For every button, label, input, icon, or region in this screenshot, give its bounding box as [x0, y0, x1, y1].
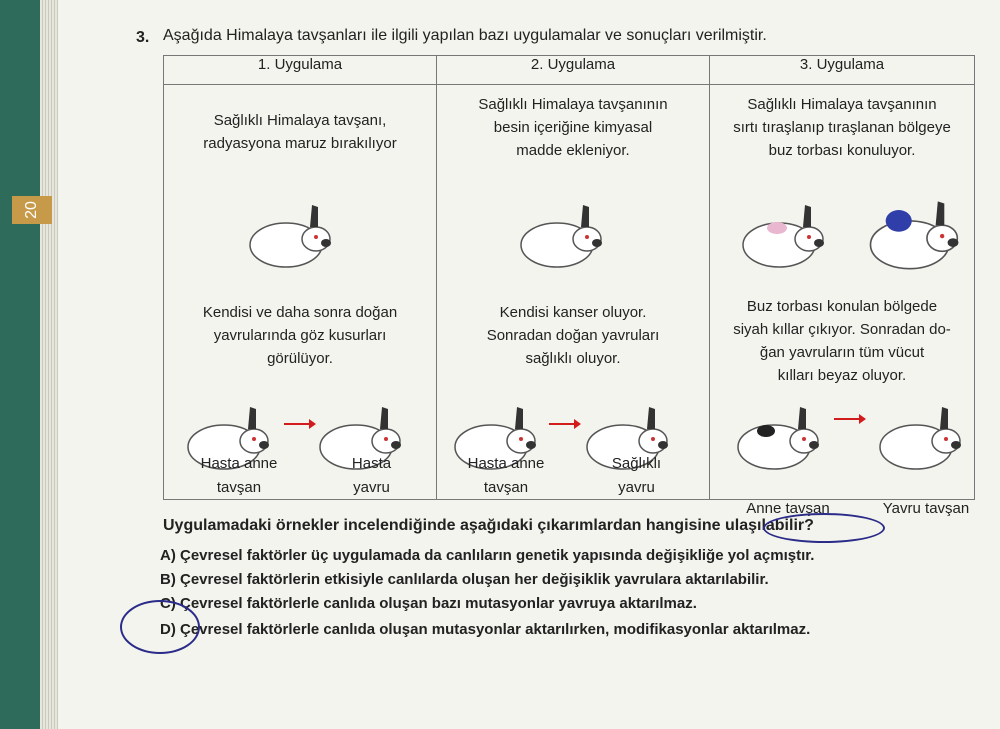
option-a[interactable]: A) Çevresel faktörler üç uygulamada da canlıların genetik yapısında değişikliğe yol açmıştır.: [160, 547, 815, 564]
column-header-1: 1. Uygulama: [164, 56, 437, 85]
ice-bag-rabbit-icon: [860, 197, 970, 273]
rabbit-icon: [246, 203, 336, 273]
right-label-2: Sağlıklı yavru: [611, 455, 662, 496]
left-label-3: Anne tavşan: [746, 500, 830, 517]
option-b[interactable]: B) Çevresel faktörlerin etkisiyle canlılarda oluşan her değişiklik yavrulara aktarılabilir.: [160, 571, 769, 588]
question-prompt: Uygulamadaki örnekler incelendiğinde aşağıdaki çıkarımlardan hangisine ulaşılabilir?: [163, 517, 814, 534]
pen-circle-mark: [763, 513, 885, 543]
setup-text-3: Sağlıklı Himalaya tavşanının sırtı tıraşlanıp tıraşlanan bölgeye buz torbası konuluyor.: [733, 96, 951, 159]
column-header-2: 2. Uygulama: [437, 56, 710, 85]
result-text-2: Kendisi kanser oluyor. Sonradan doğan yavruları sağlıklı oluyor.: [486, 304, 660, 367]
option-d[interactable]: D) Çevresel faktörlerle canlıda oluşan mutasyonlar aktarılırken, modifikasyonlar aktarılmaz.: [160, 621, 811, 638]
experiment-table: [163, 55, 975, 517]
page-tab: 20: [12, 196, 52, 224]
arrow-icon: [834, 418, 862, 420]
column-cell-2: [437, 85, 710, 500]
arrow-icon: [549, 423, 577, 425]
black-patch-rabbit-icon: [724, 405, 834, 475]
column-header-3: 3. Uygulama: [710, 56, 975, 85]
question-text: Aşağıda Himalaya tavşanları ile ilgili yapılan bazı uygulamalar ve sonuçları verilmiştir.: [163, 27, 767, 44]
column-cell-1: [164, 85, 437, 500]
rabbit-icon: [517, 203, 607, 273]
arrow-icon: [284, 423, 312, 425]
shaved-rabbit-icon: [724, 203, 844, 273]
question-number: 3.: [136, 29, 150, 46]
setup-text-2: Sağlıklı Himalaya tavşanının besin içeriğine kimyasal madde ekleniyor.: [478, 96, 668, 159]
setup-text-1: Sağlıklı Himalaya tavşanı, radyasyona maruz bırakılıyor: [203, 112, 397, 152]
result-text-1: Kendisi ve daha sonra doğan yavrularında göz kusurları görülüyor.: [202, 304, 398, 367]
pen-answer-mark: [120, 600, 200, 654]
right-label-3: Yavru tavşan: [882, 500, 970, 517]
column-cell-3: [710, 85, 975, 517]
left-label-2: Hasta anne tavşan: [467, 455, 545, 496]
right-label-1: Hasta yavru: [351, 455, 392, 496]
option-c[interactable]: C) Çevresel faktörlerle canlıda oluşan bazı mutasyonlar yavruya aktarılmaz.: [160, 595, 697, 612]
result-text-3: Buz torbası konulan bölgede siyah kıllar çıkıyor. Sonradan do- ğan yavruların tüm vücut kılları beyaz oluyor.: [733, 298, 951, 384]
page-edge: [40, 0, 60, 729]
left-label-1: Hasta anne tavşan: [200, 455, 278, 496]
white-rabbit-icon: [866, 405, 976, 475]
